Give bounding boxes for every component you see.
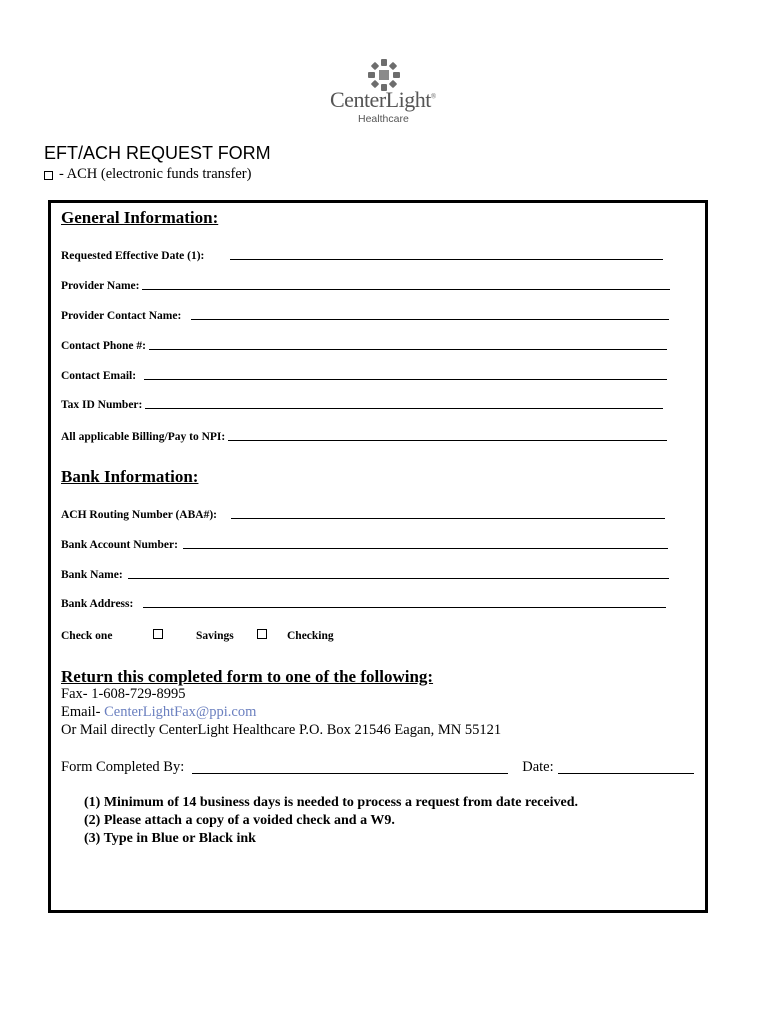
logo-trademark: ® [430,92,436,101]
field-routing-number [61,509,665,521]
email-prefix: Email- [61,704,101,720]
field-label: Provider Name: [61,280,140,292]
field-label: Contact Phone #: [61,340,146,352]
bank-address-input-line[interactable] [143,606,666,608]
ach-option [44,166,251,183]
logo-name-text: CenterLight [330,87,431,112]
field-contact-email [61,370,667,382]
general-info-heading: General Information: [61,208,219,227]
npi-input-line[interactable] [228,439,667,441]
account-type-row [61,629,361,647]
account-number-input-line[interactable] [183,547,668,549]
note-1: (1) Minimum of 14 business days is needed to process a request from date received. [84,795,578,810]
savings-checkbox[interactable] [153,629,163,639]
field-contact-phone [61,340,667,352]
field-npi [61,431,667,443]
field-provider-name [61,280,670,292]
date-input-line[interactable] [558,772,694,774]
effective-date-input-line[interactable] [230,258,663,260]
mail-address: Or Mail directly CenterLight Healthcare P.O. Box 21546 Eagan, MN 55121 [61,722,502,738]
tax-id-input-line[interactable] [145,407,663,409]
field-label: All applicable Billing/Pay to NPI: [61,431,226,443]
logo-subtitle: Healthcare [358,113,409,125]
field-label: ACH Routing Number (ABA#): [61,509,217,521]
field-effective-date [61,250,663,262]
provider-name-input-line[interactable] [142,288,670,290]
field-tax-id [61,399,663,411]
completed-by-label: Form Completed By: [61,759,185,775]
field-bank-name [61,569,669,581]
field-label: Provider Contact Name: [61,310,182,322]
field-label: Contact Email: [61,370,137,382]
field-bank-address [61,598,666,610]
field-label: Bank Name: [61,569,123,581]
field-account-number [61,539,668,551]
form-title: EFT/ACH REQUEST FORM [44,143,271,163]
savings-label: Savings [196,630,234,642]
return-heading: Return this completed form to one of the following: [61,667,434,686]
contact-phone-input-line[interactable] [149,348,667,350]
provider-contact-input-line[interactable] [191,318,669,320]
routing-number-input-line[interactable] [231,517,665,519]
check-one-label: Check one [61,630,113,642]
email-link[interactable]: CenterLightFax@ppi.com [104,704,257,720]
field-label: Bank Account Number: [61,539,178,551]
bank-info-heading: Bank Information: [61,467,199,486]
email-line [61,704,256,721]
field-provider-contact-name [61,310,669,322]
fax-number: Fax- 1-608-729-8995 [61,686,186,702]
logo-name [330,87,440,113]
field-label: Tax ID Number: [61,399,143,411]
bank-name-input-line[interactable] [128,577,669,579]
field-label: Bank Address: [61,598,134,610]
ach-option-label: - ACH (electronic funds transfer) [59,166,252,182]
checking-label: Checking [287,630,334,642]
ach-checkbox[interactable] [44,171,53,180]
checking-checkbox[interactable] [257,629,267,639]
contact-email-input-line[interactable] [144,378,667,380]
note-3: (3) Type in Blue or Black ink [84,831,256,846]
completed-by-input-line[interactable] [192,772,508,774]
completed-by-row [61,759,694,776]
note-2: (2) Please attach a copy of a voided check and a W9. [84,813,395,828]
date-label: Date: [522,759,554,775]
field-label: Requested Effective Date (1): [61,250,205,262]
